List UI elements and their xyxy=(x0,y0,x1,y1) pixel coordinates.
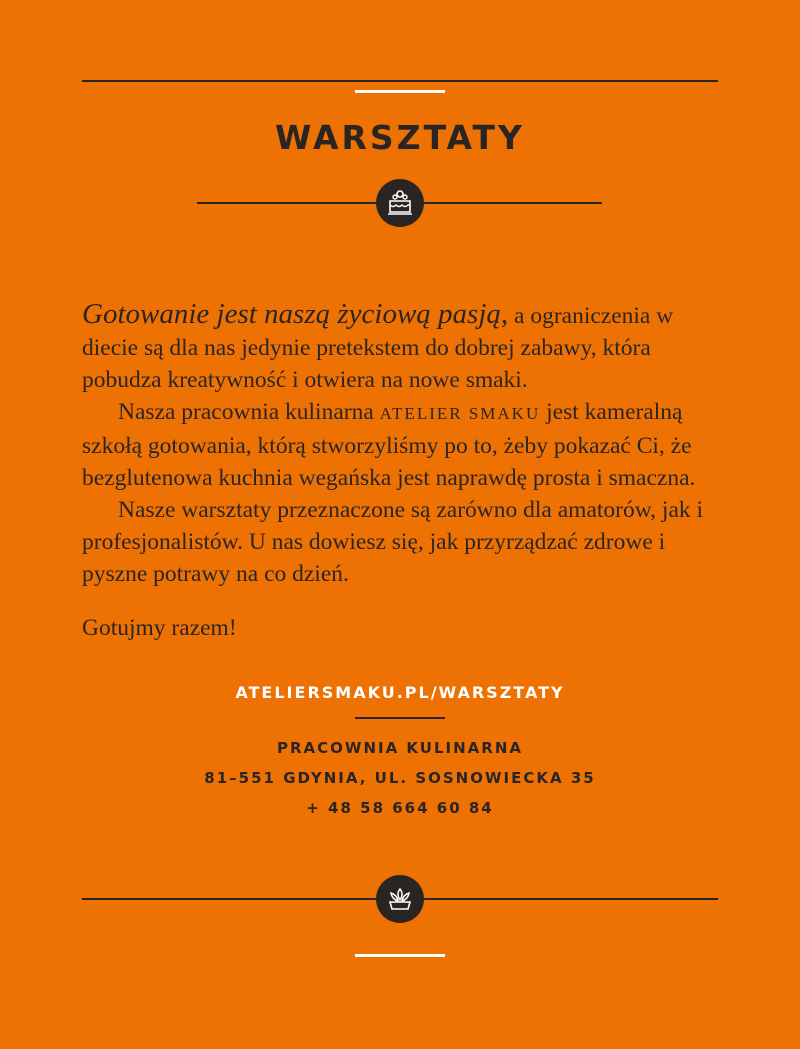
header-badge xyxy=(376,179,424,227)
brand-name: ATELIER SMAKU xyxy=(379,404,541,423)
contact-name: PRACOWNIA KULINARNA xyxy=(277,739,523,757)
contact-phone[interactable]: + 48 58 664 60 84 xyxy=(306,799,494,817)
bottom-accent-rule xyxy=(355,954,445,957)
paragraph-3: Nasze warsztaty przeznaczone są zarówno dla amatorów, jak i profesjonalistów. U nas dowiesz się, jak przyrządzać zdrowe i pyszne potrawy na co dzień. xyxy=(82,497,704,587)
contact-block xyxy=(0,733,800,823)
paragraph-2 xyxy=(82,396,722,494)
leaf-crown-icon xyxy=(385,884,415,914)
footer-badge xyxy=(376,875,424,923)
top-accent-rule xyxy=(355,90,445,93)
paragraph-2-start: Nasza pracownia kulinarna xyxy=(118,399,380,425)
paragraph-1-rest: a ograniczenia w diecie są dla nas jedynie pretekstem do dobrej zabawy, która pobudza kreatywność i otwiera na nowe smaki. xyxy=(82,303,674,393)
contact-address: 81–551 GDYNIA, UL. SOSNOWIECKA 35 xyxy=(204,769,596,787)
cake-icon xyxy=(385,188,415,218)
closing-line: Gotujmy razem! xyxy=(82,615,237,641)
website-link[interactable]: ATELIERSMAKU.PL/WARSZTATY xyxy=(235,683,565,702)
top-rule xyxy=(82,80,718,82)
page-title: WARSZTATY xyxy=(275,118,525,157)
paragraph-1 xyxy=(82,298,722,396)
body-text xyxy=(82,298,722,644)
link-underline-rule xyxy=(355,717,445,719)
lead-phrase: Gotowanie jest naszą życiową pasją, xyxy=(82,298,509,330)
paragraph-2-end: jest kameralną szkołą gotowania, którą stworzyliśmy po to, żeby pokazać Ci, że bezglutenowa kuchnia wegańska jest naprawdę prosta i smaczna. xyxy=(82,399,696,491)
